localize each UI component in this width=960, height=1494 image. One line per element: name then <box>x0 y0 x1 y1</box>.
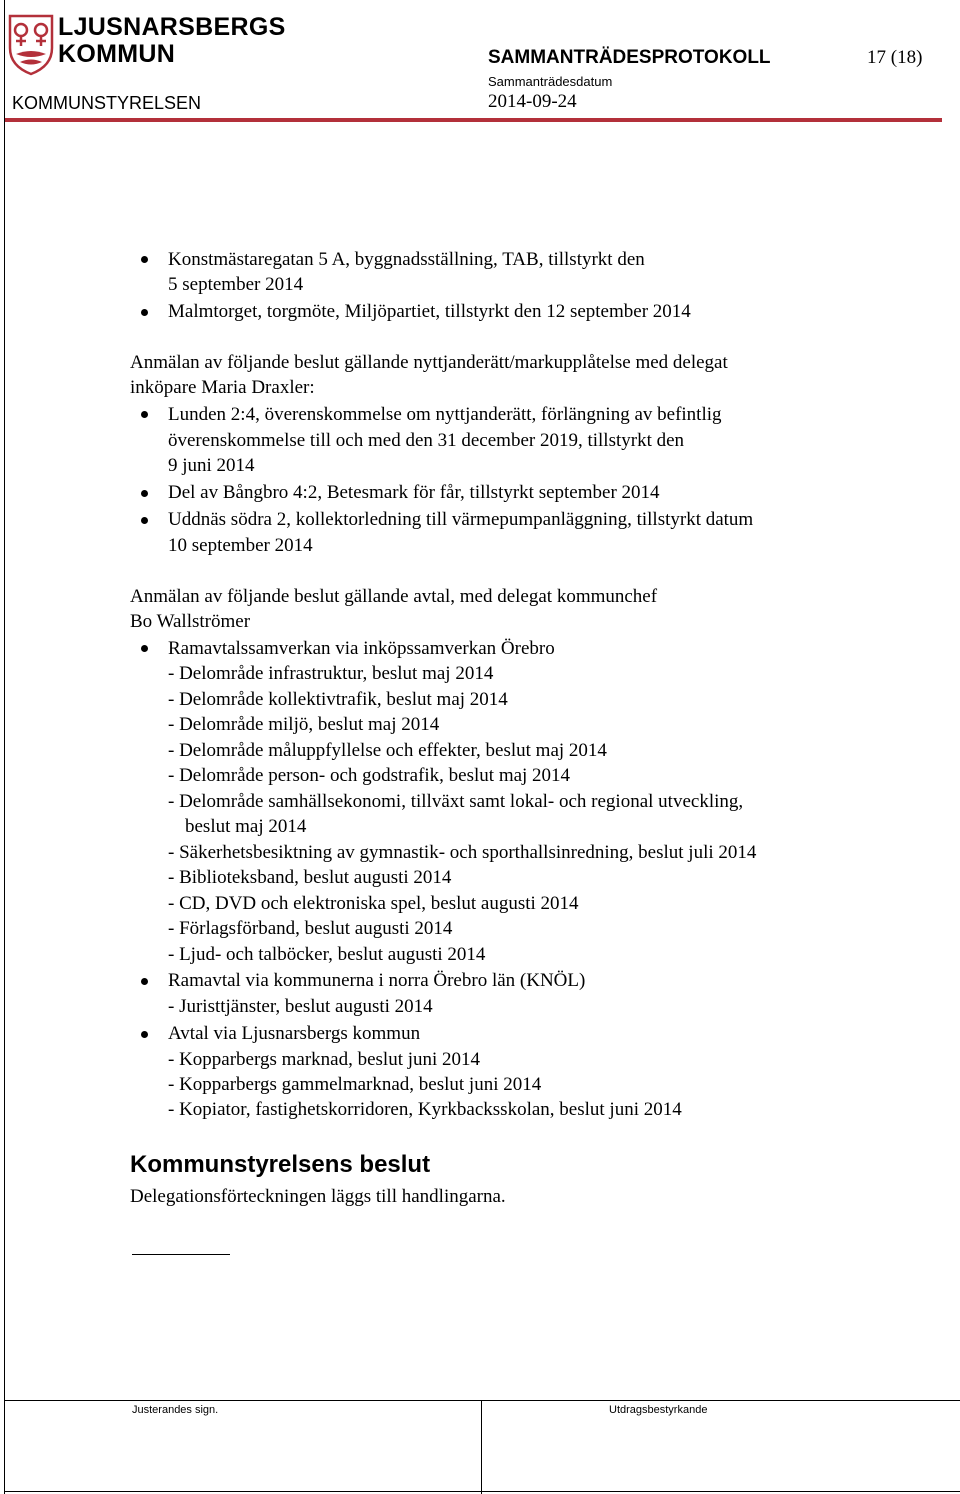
bullet-icon <box>141 978 148 985</box>
logo-wordmark <box>58 14 286 68</box>
page-frame-left <box>4 0 5 1494</box>
paragraph-line: inköpare Maria Draxler: <box>130 377 315 398</box>
logo-line-2: KOMMUN <box>58 40 176 68</box>
list-item: Ramavtalssamverkan via inköpssamverkan Örebro <box>168 638 555 659</box>
document-title: SAMMANTRÄDESPROTOKOLL <box>488 47 771 68</box>
header-rule <box>5 118 942 122</box>
sub-item: - Delområde miljö, beslut maj 2014 <box>168 714 440 735</box>
sub-item: - Delområde infrastruktur, beslut maj 2014 <box>168 663 494 684</box>
sub-item: - Kopparbergs gammelmarknad, beslut juni 2014 <box>168 1074 542 1095</box>
sub-item: - Ljud- och talböcker, beslut augusti 2014 <box>168 944 486 965</box>
paragraph-line: Anmälan av följande beslut gällande nyttjanderätt/markupplåtelse med delegat <box>130 352 728 373</box>
sub-item: - Kopiator, fastighetskorridoren, Kyrkbacksskolan, beslut juni 2014 <box>168 1099 682 1120</box>
logo-line-1: LJUSNARSBERGS <box>58 13 286 41</box>
page-number: 17 (18) <box>867 47 923 68</box>
sub-item-continuation: beslut maj 2014 <box>185 816 307 837</box>
signature-rule <box>132 1254 230 1255</box>
list-item-continuation: 9 juni 2014 <box>168 455 255 476</box>
sub-item: - Delområde person- och godstrafik, beslut maj 2014 <box>168 765 571 786</box>
bullet-icon <box>141 256 148 263</box>
footer-divider <box>481 1400 482 1494</box>
footer-certify-label: Utdragsbestyrkande <box>609 1404 708 1416</box>
footer-rule-top <box>5 1400 960 1401</box>
list-item-continuation: 10 september 2014 <box>168 535 313 556</box>
sub-item: - Kopparbergs marknad, beslut juni 2014 <box>168 1049 481 1070</box>
bullet-icon <box>141 517 148 524</box>
list-item: Uddnäs södra 2, kollektorledning till värmepumpanläggning, tillstyrkt datum <box>168 509 754 530</box>
footer-sign-label: Justerandes sign. <box>132 1404 219 1416</box>
sub-item: - Biblioteksband, beslut augusti 2014 <box>168 867 452 888</box>
list-item-continuation: 5 september 2014 <box>168 274 304 295</box>
bullet-icon <box>141 411 148 418</box>
sub-item: - Delområde kollektivtrafik, beslut maj 2014 <box>168 689 508 710</box>
footer-rule-bottom <box>5 1491 960 1492</box>
sub-item: - Förlagsförband, beslut augusti 2014 <box>168 918 453 939</box>
paragraph-line: Anmälan av följande beslut gällande avtal, med delegat kommunchef <box>130 586 658 607</box>
sub-item: - CD, DVD och elektroniska spel, beslut augusti 2014 <box>168 893 579 914</box>
list-item: Avtal via Ljusnarsbergs kommun <box>168 1023 421 1044</box>
list-item: Malmtorget, torgmöte, Miljöpartiet, tillstyrkt den 12 september 2014 <box>168 301 691 322</box>
bullet-icon <box>141 309 148 316</box>
list-item-continuation: överenskommelse till och med den 31 december 2019, tillstyrkt den <box>168 430 685 451</box>
paragraph-line: Bo Wallströmer <box>130 611 251 632</box>
meeting-date: 2014-09-24 <box>488 91 577 112</box>
sub-item: - Delområde måluppfyllelse och effekter, beslut maj 2014 <box>168 740 607 761</box>
sub-item: - Delområde samhällsekonomi, tillväxt samt lokal- och regional utveckling, <box>168 791 744 812</box>
list-item: Lunden 2:4, överenskommelse om nyttjanderätt, förlängning av befintlig <box>168 404 722 425</box>
list-item: Ramavtal via kommunerna i norra Örebro län (KNÖL) <box>168 970 586 991</box>
bullet-icon <box>141 490 148 497</box>
list-item: Konstmästaregatan 5 A, byggnadsställning, TAB, tillstyrkt den <box>168 249 645 270</box>
sub-item: - Säkerhetsbesiktning av gymnastik- och sporthallsinredning, beslut juli 2014 <box>168 842 757 863</box>
bullet-icon <box>141 645 148 652</box>
meeting-date-label: Sammanträdesdatum <box>488 74 613 89</box>
section-heading: Kommunstyrelsens beslut <box>130 1151 431 1178</box>
coat-of-arms-icon <box>10 16 52 74</box>
bullet-icon <box>141 1031 148 1038</box>
list-item: Del av Bångbro 4:2, Betesmark för får, tillstyrkt september 2014 <box>168 482 660 503</box>
decision-text: Delegationsförteckningen läggs till handlingarna. <box>130 1186 506 1207</box>
sub-item: - Juristtjänster, beslut augusti 2014 <box>168 996 433 1017</box>
organization-name: KOMMUNSTYRELSEN <box>12 93 202 113</box>
